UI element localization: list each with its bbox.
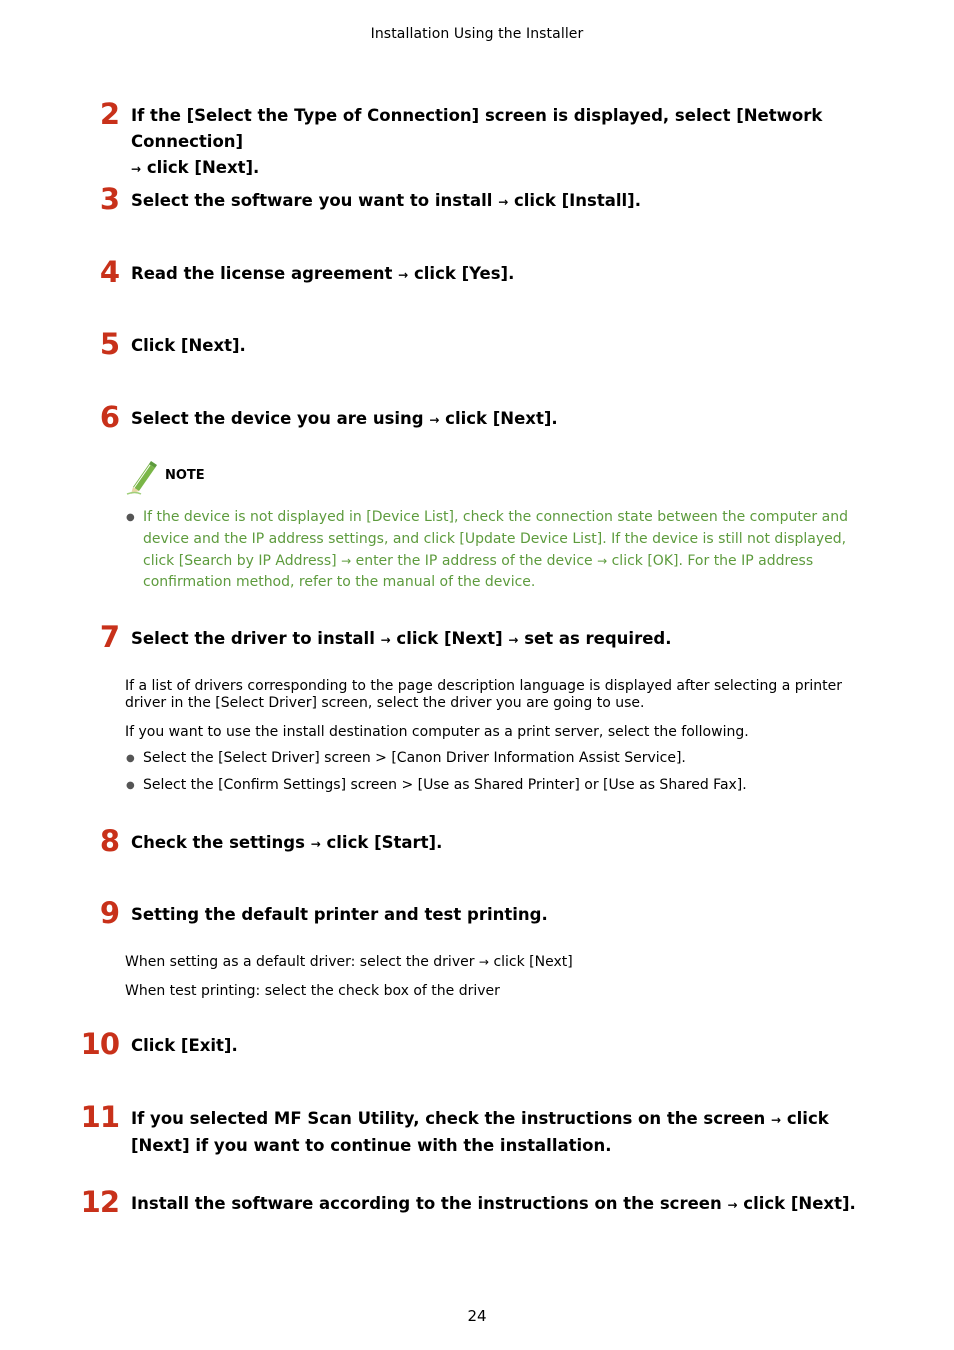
step-title: Read the license agreement → click [Yes]. — [131, 264, 515, 283]
step-title: If the [Select the Type of Connection] screen is displayed, select [Network Connection] → click [Next]. — [131, 106, 823, 177]
step-7-paragraph: If you want to use the install destination computer as a print server, select the following. — [125, 724, 749, 740]
step-number: 9 — [99, 896, 119, 930]
arrow-icon: → — [597, 553, 608, 568]
arrow-icon: → — [398, 268, 409, 282]
arrow-icon: → — [310, 837, 321, 851]
step-title: If you selected MF Scan Utility, check the instructions on the screen → click [Next] if you want to continue with the installation. — [131, 1109, 829, 1155]
step-7-paragraph: If a list of drivers corresponding to the page description language is displayed after selecting a printer driver in the [Select Driver] screen, select the driver you are going to use. — [125, 678, 842, 711]
bullet: ● — [126, 512, 135, 523]
bullet: ● — [126, 780, 135, 791]
step-title: Click [Next]. — [131, 336, 246, 355]
arrow-icon: → — [771, 1113, 782, 1127]
pencil-icon — [125, 461, 159, 495]
step-title: Install the software according to the instructions on the screen → click [Next]. — [131, 1194, 856, 1213]
step-number: 10 — [80, 1027, 119, 1061]
step-number: 5 — [99, 327, 119, 361]
step-number: 7 — [99, 620, 119, 654]
note-item: ● If the device is not displayed in [Device List], check the connection state between the computer and device and the IP address settings, and click [Update Device List]. If the device is still not displayed, click [Search by IP Address] → enter the IP address of the device → click [OK]. For the IP address confirmation method, refer to the manual of the device. — [126, 509, 848, 591]
step-number: 3 — [99, 182, 119, 216]
arrow-icon: → — [131, 162, 142, 176]
arrow-icon: → — [478, 955, 489, 969]
arrow-icon: → — [727, 1198, 738, 1212]
step-number: 12 — [80, 1185, 119, 1219]
running-header: Installation Using the Installer — [370, 26, 584, 42]
step-9-line: When setting as a default driver: select the driver → click [Next] — [125, 954, 573, 970]
step-number: 11 — [80, 1100, 119, 1134]
arrow-icon: → — [429, 413, 440, 427]
list-item: ● Select the [Select Driver] screen > [Canon Driver Information Assist Service]. — [126, 750, 686, 766]
arrow-icon: → — [508, 633, 519, 647]
step-title: Click [Exit]. — [131, 1036, 238, 1055]
step-number: 4 — [99, 255, 119, 289]
arrow-icon: → — [498, 195, 509, 209]
arrow-icon: → — [380, 633, 391, 647]
page-number: 24 — [467, 1307, 487, 1325]
step-title: Select the driver to install → click [Next] → set as required. — [131, 629, 672, 648]
step-title: Select the device you are using → click [Next]. — [131, 409, 558, 428]
note-label: NOTE — [165, 468, 205, 483]
list-item: ● Select the [Confirm Settings] screen > [Use as Shared Printer] or [Use as Shared Fax]. — [126, 777, 747, 793]
step-number: 8 — [99, 824, 119, 858]
step-title: Select the software you want to install → click [Install]. — [131, 191, 641, 210]
step-number: 6 — [99, 400, 119, 434]
step-number: 2 — [99, 97, 119, 131]
note-box — [125, 461, 885, 594]
arrow-icon: → — [341, 553, 352, 568]
step-title: Setting the default printer and test printing. — [131, 905, 548, 924]
step-9-line: When test printing: select the check box of the driver — [125, 983, 500, 999]
step-title: Check the settings → click [Start]. — [131, 833, 443, 852]
bullet: ● — [126, 753, 135, 764]
step-7-list — [125, 750, 885, 804]
